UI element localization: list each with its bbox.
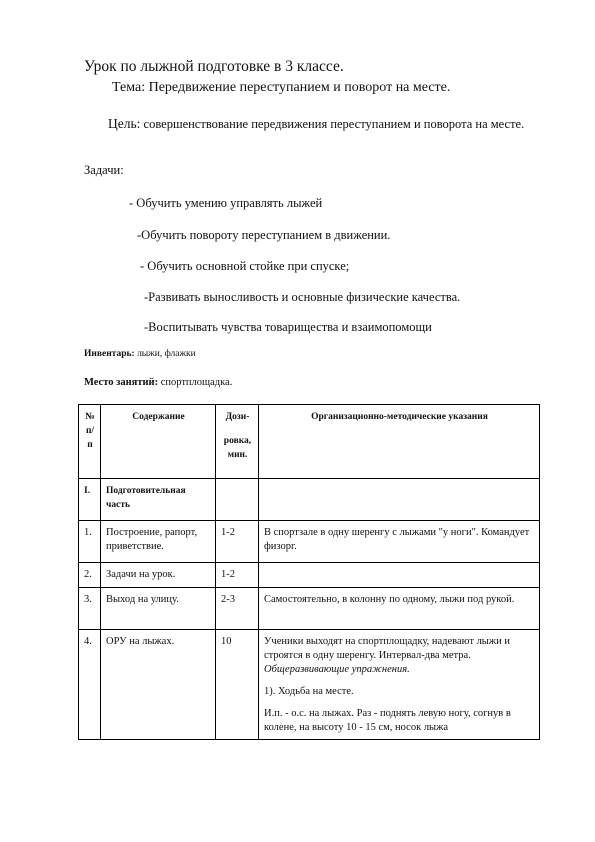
location-text: спортплощадка. — [158, 377, 233, 388]
task-item: -Развивать выносливость и основные физические качества. — [144, 290, 461, 304]
lesson-title: Урок по лыжной подготовке в 3 классе. — [84, 58, 344, 75]
row-notes: Самостоятельно, в колонну по одному, лыжи под рукой. — [259, 588, 540, 630]
header-content: Содержание — [101, 405, 216, 479]
header-dose-line2: ровка, — [223, 436, 252, 446]
location-line — [84, 377, 232, 388]
task-item: -Воспитывать чувства товарищества и взаимопомощи — [144, 320, 432, 334]
table-row — [79, 630, 540, 740]
notes-paragraph: И.п. - о.с. на лыжах. Раз - поднять левую ногу, согнув в колене, на высоту 10 - 15 см, носок лыжа — [264, 708, 511, 733]
header-dose-line1: Дози- — [225, 412, 250, 422]
row-content: Подготовительная часть — [101, 479, 216, 521]
header-notes: Организационно-методические указания — [259, 405, 540, 479]
location-label: Место занятий: — [84, 377, 159, 388]
notes-paragraph: 1). Ходьба на месте. — [264, 686, 354, 697]
header-num-line2: п/п — [85, 426, 95, 450]
lesson-goal — [84, 116, 536, 132]
table-row — [79, 563, 540, 588]
goal-text: совершенствование передвижения переступанием и поворота на месте. — [140, 117, 525, 131]
row-content: ОРУ на лыжах. — [101, 630, 216, 740]
tasks-label: Задачи: — [84, 163, 124, 177]
notes-paragraph — [264, 635, 535, 677]
table-row — [79, 479, 540, 521]
row-content: Задачи на урок. — [101, 563, 216, 588]
row-num: 4. — [79, 630, 101, 740]
row-num: 3. — [79, 588, 101, 630]
header-dose-line3: мин. — [227, 450, 248, 460]
table-row — [79, 588, 540, 630]
header-dose — [216, 405, 259, 479]
row-num: 2. — [79, 563, 101, 588]
table-header-row — [79, 405, 540, 479]
table-row — [79, 521, 540, 563]
lesson-plan-table — [78, 404, 540, 740]
row-num: 1. — [79, 521, 101, 563]
row-num: I. — [79, 479, 101, 521]
notes-text: Ученики выходят на спортплощадку, надевают лыжи и строятся в одну шеренгу. Интервал-два метра. — [264, 636, 510, 661]
notes-italic-text: Общеразвивающие упражнения. — [264, 664, 410, 675]
row-dose: 1-2 — [216, 521, 259, 563]
goal-label: Цель: — [108, 116, 141, 131]
row-dose — [216, 479, 259, 521]
row-content: Выход на улицу. — [101, 588, 216, 630]
inventory-line — [84, 349, 196, 359]
row-content: Построение, рапорт, приветствие. — [101, 521, 216, 563]
row-notes — [259, 479, 540, 521]
row-dose: 10 — [216, 630, 259, 740]
task-item: -Обучить повороту переступанием в движении. — [137, 228, 391, 242]
row-notes: В спортзале в одну шеренгу с лыжами "у ноги". Командует физорг. — [259, 521, 540, 563]
row-notes — [259, 563, 540, 588]
row-dose: 2-3 — [216, 588, 259, 630]
header-num-line1: № — [85, 412, 95, 422]
header-num — [79, 405, 101, 479]
row-dose: 1-2 — [216, 563, 259, 588]
inventory-text: лыжи, флажки — [134, 349, 196, 359]
task-item: - Обучить умению управлять лыжей — [129, 196, 323, 210]
inventory-label: Инвентарь: — [84, 349, 135, 359]
task-item: - Обучить основной стойке при спуске; — [140, 259, 350, 273]
row-notes — [259, 630, 540, 740]
lesson-topic: Тема: Передвижение переступанием и поворот на месте. — [112, 80, 451, 95]
